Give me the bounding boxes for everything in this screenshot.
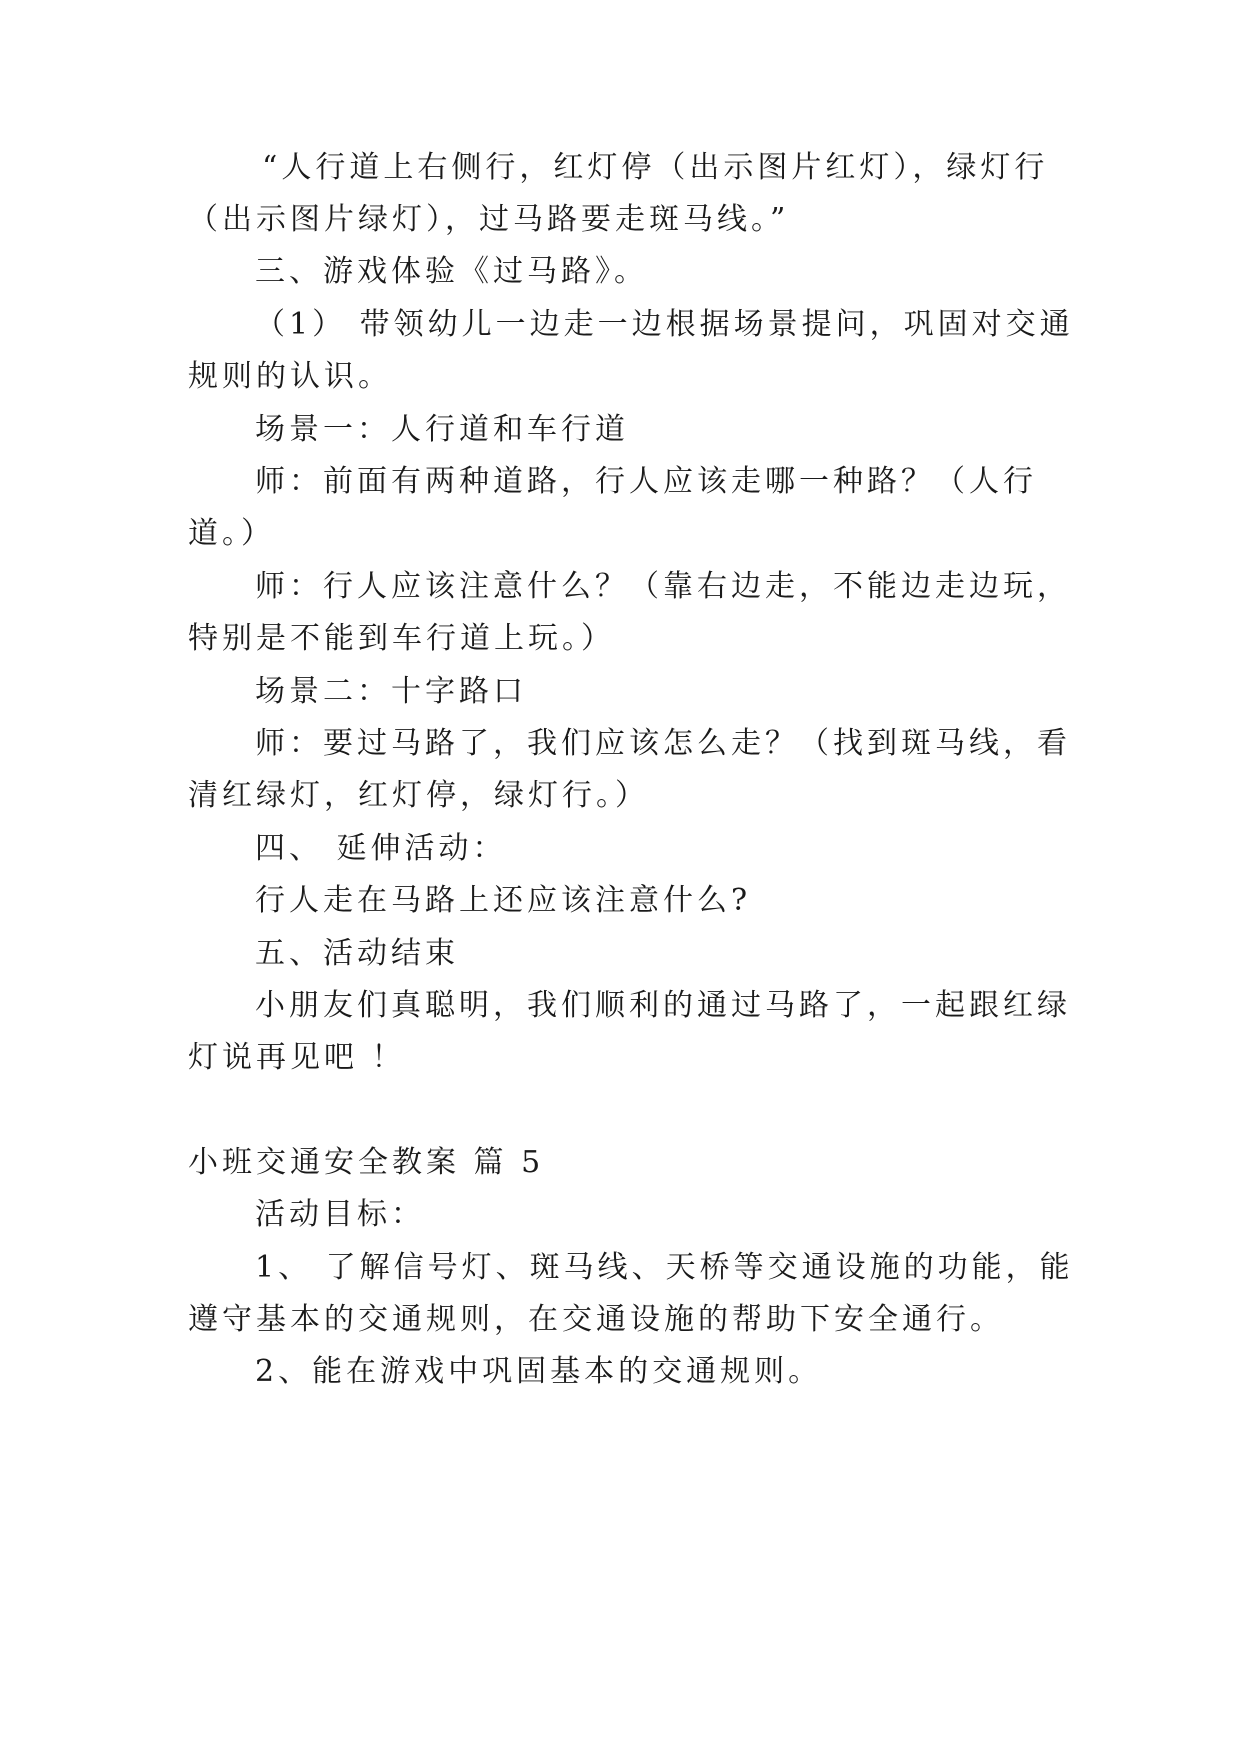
- paragraph-line: 道。）: [188, 516, 275, 551]
- paragraph-line: 1、 了解信号灯、斑马线、天桥等交通设施的功能，能: [255, 1250, 1074, 1285]
- paragraph-line: 三、游戏体验《过马路》。: [255, 254, 648, 289]
- paragraph-line: （出示图片绿灯），过马路要走斑马线。”: [188, 202, 790, 237]
- paragraph-line: “人行道上右侧行，红灯停（出示图片红灯），绿灯行: [262, 150, 1049, 185]
- paragraph-line: 五、活动结束: [255, 936, 459, 971]
- paragraph-line: （1） 带领幼儿一边走一边根据场景提问，巩固对交通: [255, 307, 1074, 342]
- section-heading: 小班交通安全教案 篇 5: [188, 1145, 545, 1180]
- paragraph-line: 活动目标：: [255, 1197, 425, 1232]
- paragraph-line: 场景一：人行道和车行道: [255, 412, 629, 447]
- paragraph-line: 师：要过马路了，我们应该怎么走？（找到斑马线，看: [255, 726, 1071, 761]
- paragraph-line: 小朋友们真聪明，我们顺利的通过马路了，一起跟红绿: [255, 988, 1071, 1023]
- paragraph-line: 清红绿灯，红灯停，绿灯行。）: [188, 778, 649, 813]
- paragraph-line: 规则的认识。: [188, 359, 392, 394]
- paragraph-line: 场景二：十字路口: [255, 674, 527, 709]
- paragraph-line: 行人走在马路上还应该注意什么?: [255, 883, 752, 918]
- paragraph-line: 师：前面有两种道路，行人应该走哪一种路？（人行: [255, 464, 1037, 499]
- paragraph-line: 遵守基本的交通规则，在交通设施的帮助下安全通行。: [188, 1302, 1004, 1337]
- paragraph-line: 特别是不能到车行道上玩。）: [188, 621, 615, 656]
- paragraph-line: 四、 延伸活动：: [255, 831, 507, 866]
- paragraph-line: 2、能在游戏中巩固基本的交通规则。: [255, 1354, 823, 1389]
- paragraph-line: 师：行人应该注意什么？（靠右边走，不能边走边玩，: [255, 569, 1071, 604]
- paragraph-line: 灯说再见吧 ！: [188, 1040, 406, 1075]
